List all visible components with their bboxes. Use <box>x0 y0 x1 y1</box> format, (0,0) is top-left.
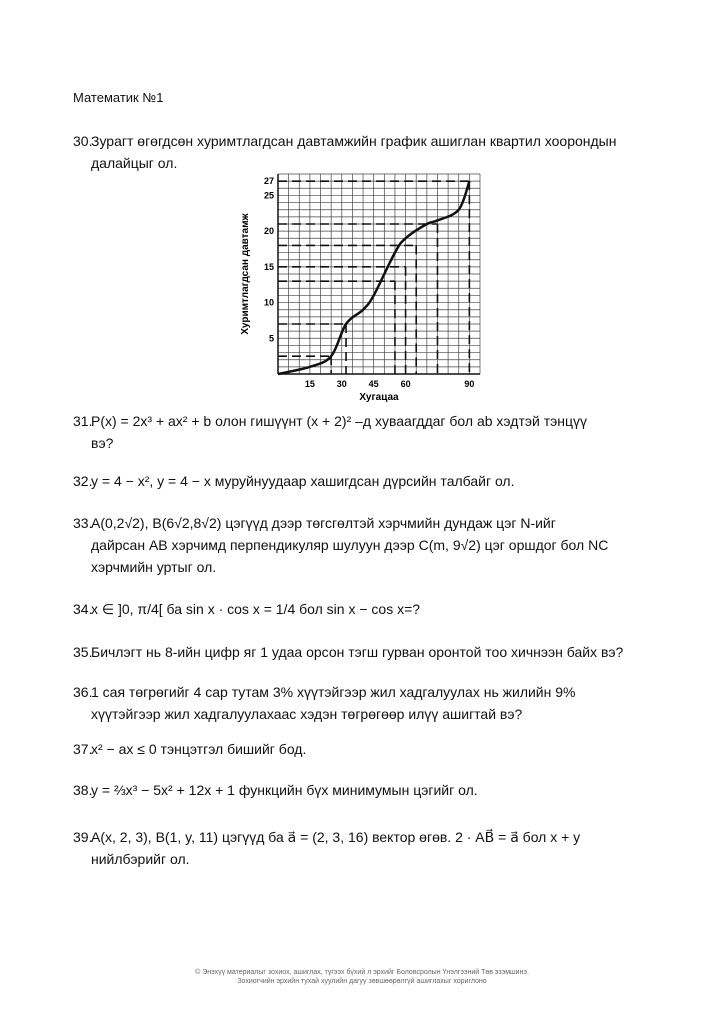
y-tick-label: 20 <box>263 226 274 237</box>
question-number: 33. <box>73 515 93 531</box>
question-32 <box>73 470 643 492</box>
y-tick-label: 5 <box>268 333 274 344</box>
question-text: x² − ax ≤ 0 тэнцэтгэл бишийг бод. <box>91 741 307 757</box>
question-number: 36. <box>73 684 93 700</box>
question-38 <box>73 779 643 801</box>
cumulative-frequency-chart <box>238 172 498 408</box>
question-text: y = ⅔x³ − 5x² + 12x + 1 функцийн бүх минимумын цэгийг ол. <box>91 782 478 798</box>
question-number: 37. <box>73 741 93 757</box>
question-35 <box>73 641 643 663</box>
y-tick-labels <box>264 176 274 343</box>
question-33 <box>73 512 643 578</box>
question-36 <box>73 681 643 725</box>
question-34 <box>73 598 643 620</box>
x-tick-label: 60 <box>400 379 411 389</box>
y-tick-label: 10 <box>263 297 274 308</box>
question-text: A(0,2√2), B(6√2,8√2) цэгүүд дээр төгсгөлтэй хэрчмийн дундаж цэг N-ийг <box>91 515 556 531</box>
x-tick-label: 45 <box>368 379 379 389</box>
question-text: 1 сая төгрөгийг 4 сар тутам 3% хүүтэйгээр жил хадгалуулах нь жилийн 9% <box>91 684 576 700</box>
x-tick-label: 30 <box>336 379 347 389</box>
y-axis-label: Хуримтлагдсан давтамж <box>240 213 251 335</box>
question-number: 38. <box>73 782 93 798</box>
question-text-cont: хэрчмийн уртыг ол. <box>91 559 217 575</box>
question-text-cont: вэ? <box>91 435 114 451</box>
question-text: Бичлэгт нь 8-ийн цифр яг 1 удаа орсон тэгш гурван оронтой тоо хичнээн байх вэ? <box>91 644 624 660</box>
question-text-cont: хүүтэйгээр жил хадгалуулахаас хэдэн төгрөгөөр илүү ашигтай вэ? <box>91 706 523 722</box>
y-tick-label: 15 <box>263 261 274 272</box>
question-text: P(x) = 2x³ + ax² + b олон гишүүнт (x + 2)² –д хуваагддаг бол ab хэдтэй тэнцүү <box>91 413 588 429</box>
chart-svg <box>238 172 498 408</box>
question-number: 31. <box>73 413 93 429</box>
copyright-footer <box>0 968 724 986</box>
question-39 <box>73 826 643 870</box>
question-31 <box>73 410 643 454</box>
question-30 <box>73 130 643 174</box>
question-number: 30. <box>73 133 93 149</box>
question-text: Зурагт өгөгдсөн хуримтлагдсан давтамжийн график ашиглан квартил хоорондын <box>91 133 617 149</box>
question-number: 32. <box>73 473 93 489</box>
question-text-cont: дайрсан AB хэрчимд перпендикуляр шулуун дээр C(m, 9√2) цэг оршдог бол NC <box>91 537 609 553</box>
page-header: Математик №1 <box>73 90 164 105</box>
question-text: x ∈ ]0, π/4[ ба sin x · cos x = 1/4 бол sin x − cos x=? <box>91 601 421 617</box>
question-number: 35. <box>73 644 93 660</box>
x-tick-label: 15 <box>304 379 315 389</box>
question-text: y = 4 − x², y = 4 − x муруйнуудаар хашигдсан дүрсийн талбайг ол. <box>91 473 515 489</box>
question-text: A(x, 2, 3), B(1, y, 11) цэгүүд ба a⃗ = (2, 3, 16) вектор өгөв. 2 · AB⃗ = a⃗ бол x + y <box>91 829 581 845</box>
question-number: 34. <box>73 601 93 617</box>
question-37 <box>73 738 643 760</box>
x-tick-label: 90 <box>464 379 475 389</box>
y-tick-label: 25 <box>263 190 274 201</box>
chart-grid <box>278 174 480 374</box>
footer-line-1: Энэхүү материалыг зохиох, ашиглах, түгээх бүхий л эрхийг Боловсролын Үнэлгээний Төв эзэмшинэ. <box>202 969 529 976</box>
y-tick-label: 27 <box>263 176 274 187</box>
question-number: 39. <box>73 829 93 845</box>
x-axis-label: Хугацаа <box>359 392 399 403</box>
copyright-icon: © <box>195 969 201 976</box>
question-text-cont: нийлбэрийг ол. <box>91 851 190 867</box>
question-text-cont: далайцыг ол. <box>91 155 178 171</box>
x-tick-labels <box>305 379 474 389</box>
footer-line-2: Зохиогчийн эрхийн тухай хуулийн дагуу зөвшөөрөлгүй ашиглахыг хориглоно <box>237 978 487 985</box>
